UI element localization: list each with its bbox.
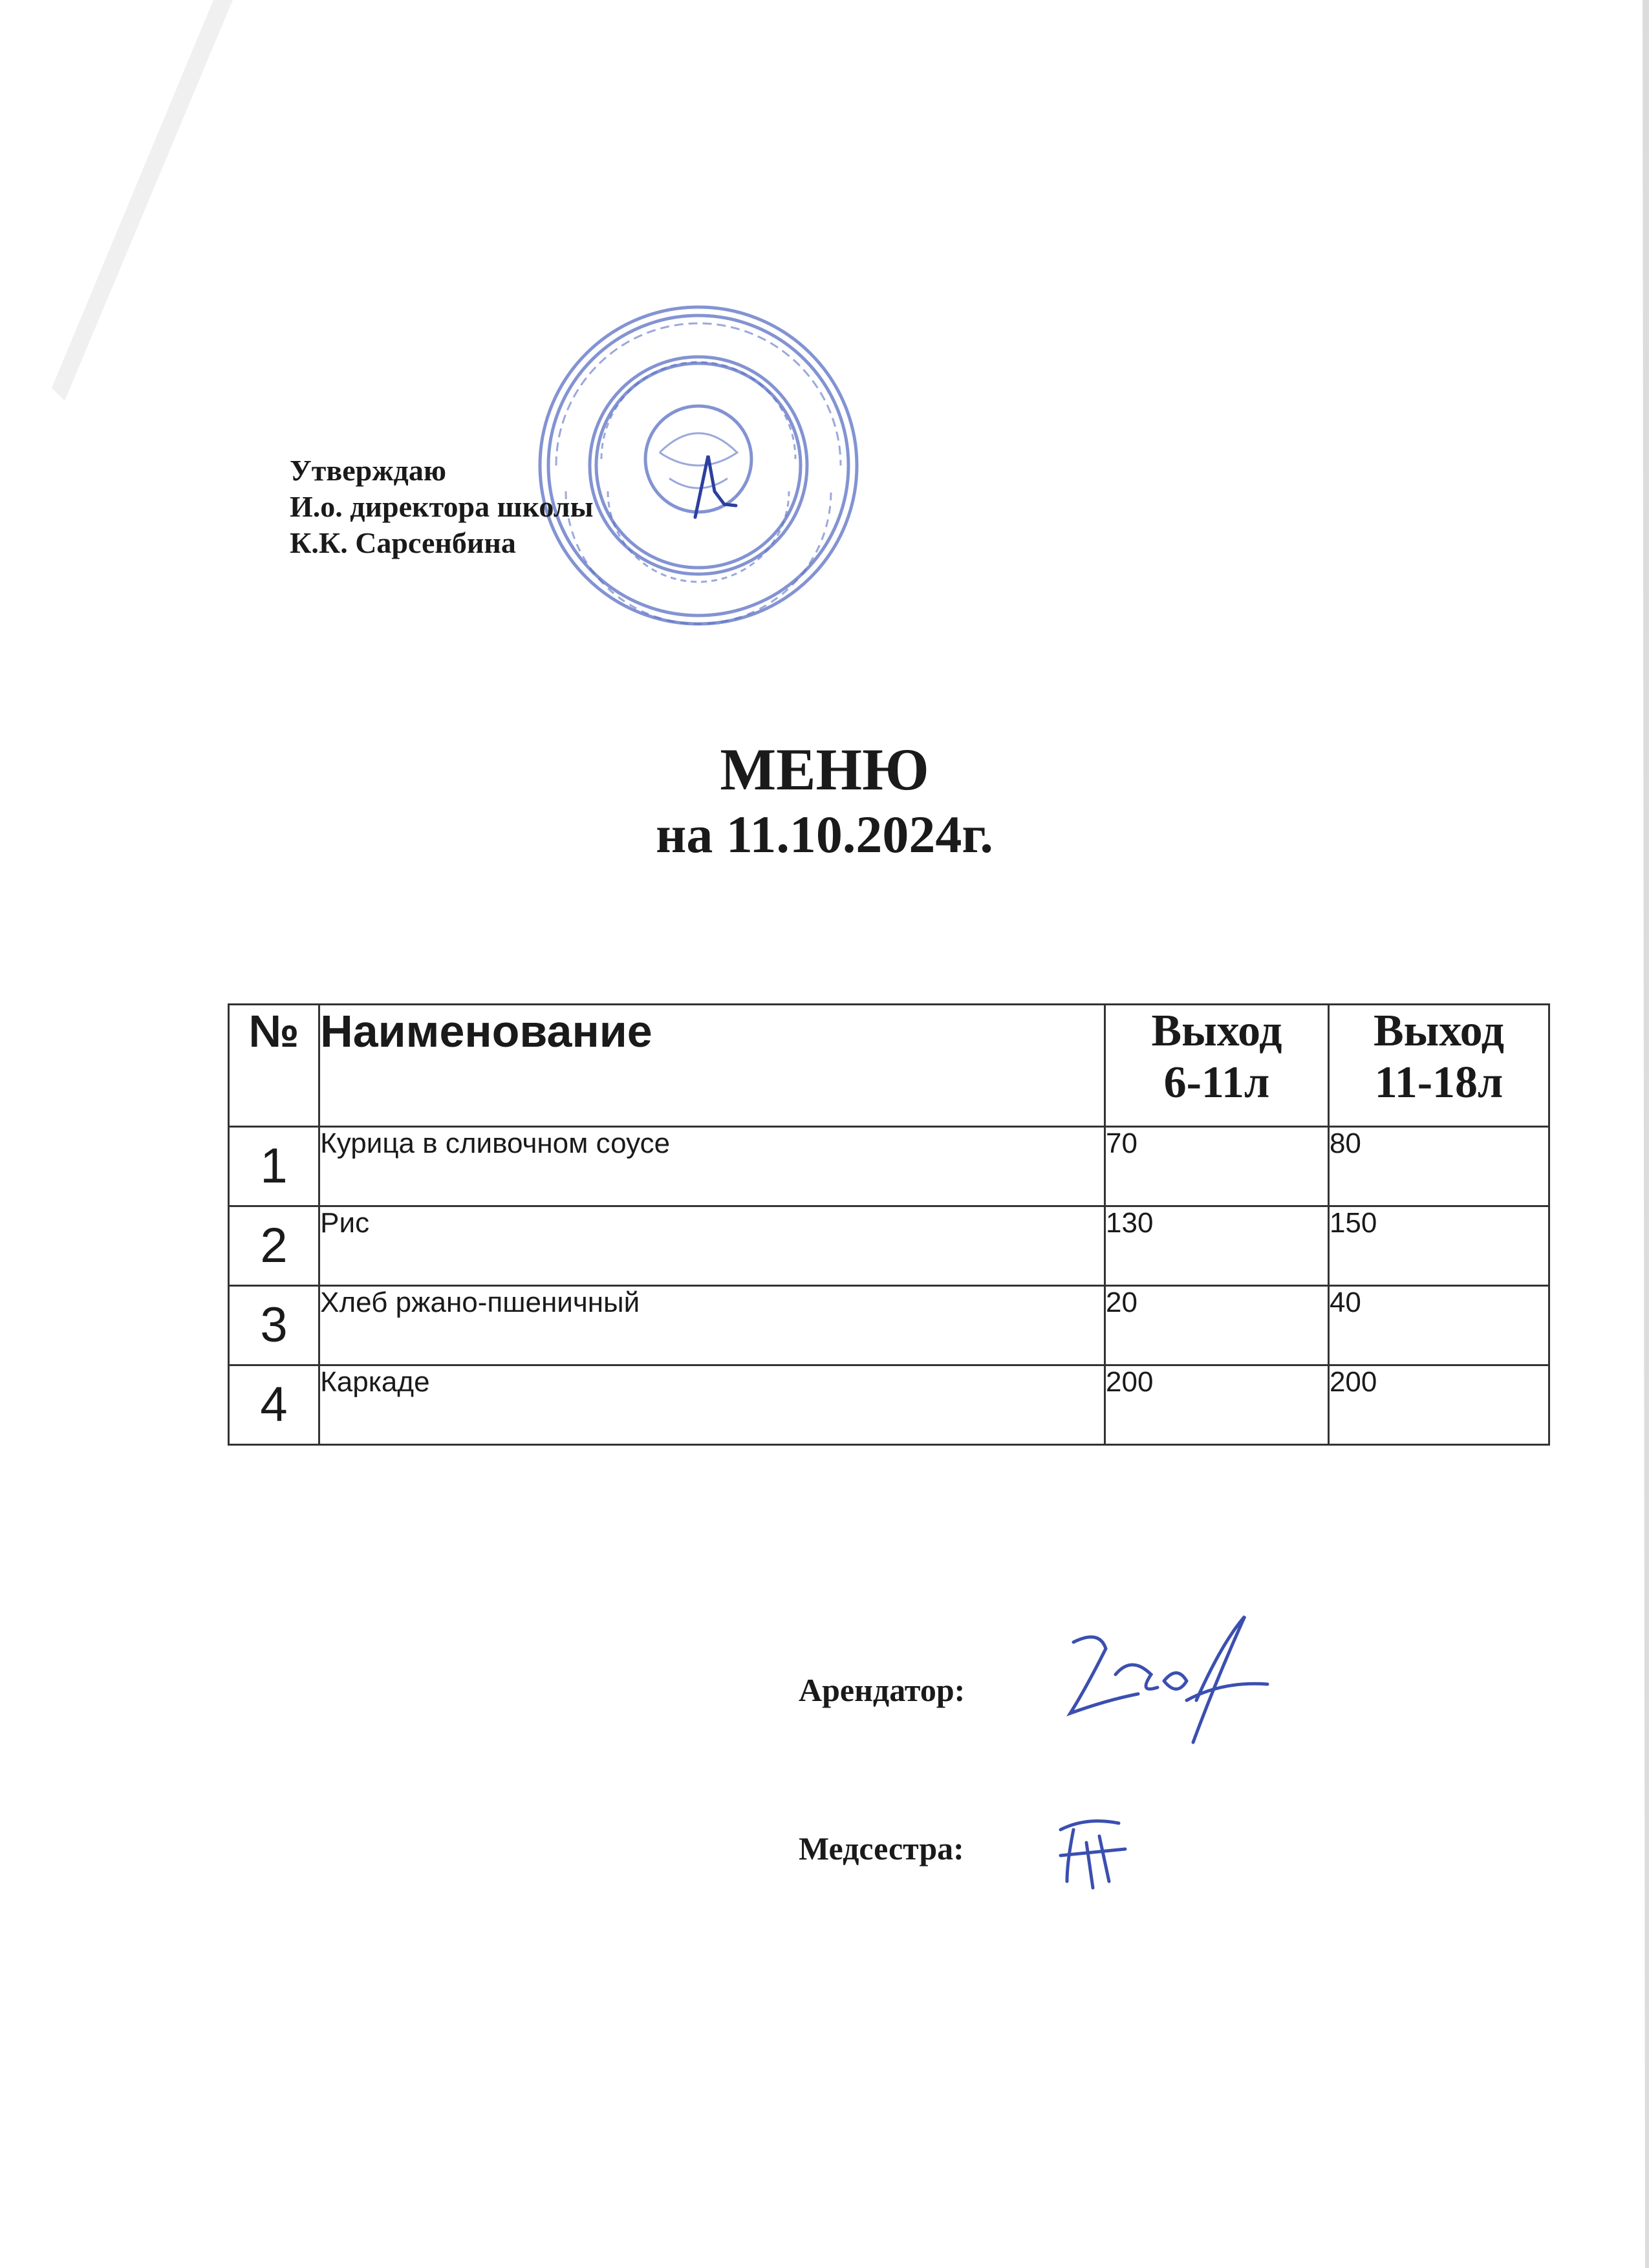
header-number: № xyxy=(229,1005,319,1127)
row-number: 2 xyxy=(229,1206,319,1286)
approval-line-2: И.о. директора школы xyxy=(290,490,594,523)
header-output-11-18 xyxy=(1328,1005,1549,1127)
tenant-label: Арендатор: xyxy=(799,1672,965,1708)
table-header-row xyxy=(229,1005,1549,1127)
row-output-6-11: 70 xyxy=(1105,1127,1329,1206)
table-row xyxy=(229,1286,1549,1365)
row-name: Каркаде xyxy=(319,1365,1105,1445)
row-output-11-18: 80 xyxy=(1328,1127,1549,1206)
header-output-6-11 xyxy=(1105,1005,1329,1127)
table-row xyxy=(229,1365,1549,1445)
menu-date: на 11.10.2024г. xyxy=(656,805,993,864)
row-number: 3 xyxy=(229,1286,319,1365)
row-output-11-18: 200 xyxy=(1328,1365,1549,1445)
header-output-11-18-line1: Выход xyxy=(1373,1006,1505,1056)
nurse-signature xyxy=(1048,1804,1138,1894)
row-number: 1 xyxy=(229,1127,319,1206)
approval-block xyxy=(290,453,593,561)
header-output-6-11-line2: 6-11л xyxy=(1163,1058,1270,1107)
header-output-6-11-line1: Выход xyxy=(1151,1006,1282,1056)
tenant-signature xyxy=(1061,1603,1274,1759)
row-output-6-11: 20 xyxy=(1105,1286,1329,1365)
row-name: Рис xyxy=(319,1206,1105,1286)
row-name: Курица в сливочном соусе xyxy=(319,1127,1105,1206)
nurse-label: Медсестра: xyxy=(799,1830,964,1867)
approval-line-1: Утверждаю xyxy=(290,454,446,487)
row-name: Хлеб ржано-пшеничный xyxy=(319,1286,1105,1365)
header-name: Наименование xyxy=(319,1005,1105,1127)
table-row xyxy=(229,1206,1549,1286)
row-output-11-18: 150 xyxy=(1328,1206,1549,1286)
row-output-6-11: 200 xyxy=(1105,1365,1329,1445)
table-row xyxy=(229,1127,1549,1206)
header-output-11-18-line2: 11-18л xyxy=(1374,1058,1503,1107)
menu-table xyxy=(228,1003,1550,1446)
row-number: 4 xyxy=(229,1365,319,1445)
page-title: МЕНЮ xyxy=(720,736,929,802)
row-output-6-11: 130 xyxy=(1105,1206,1329,1286)
row-output-11-18: 40 xyxy=(1328,1286,1549,1365)
approval-line-3: К.К. Сарсенбина xyxy=(290,526,516,559)
